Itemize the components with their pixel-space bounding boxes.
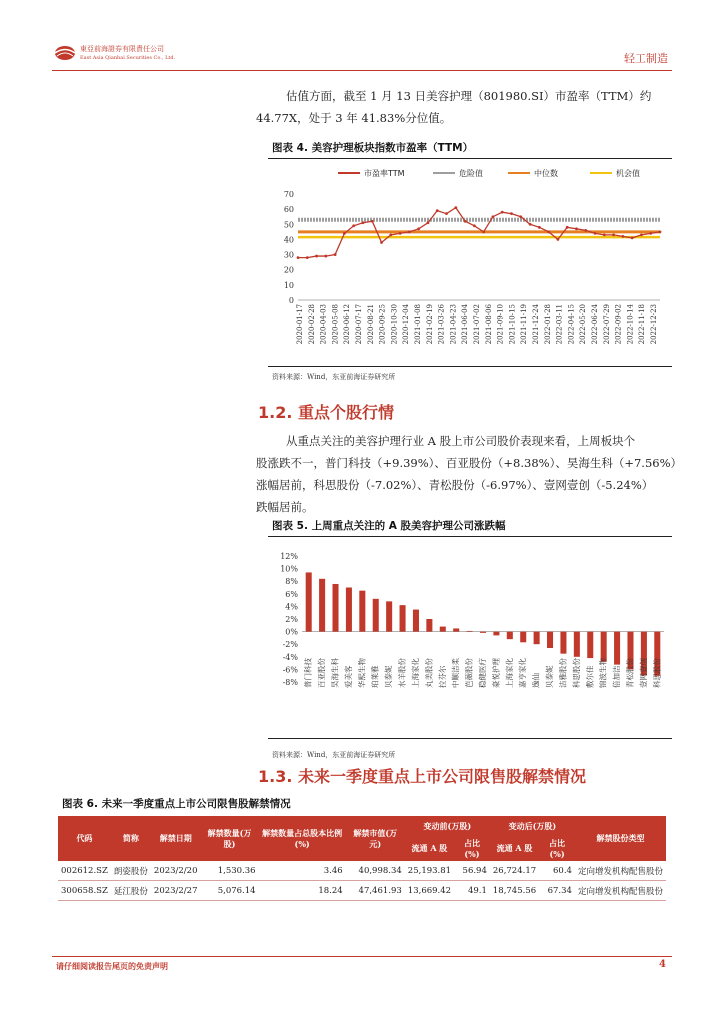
pe-ttm-point	[594, 232, 597, 235]
table-cell: 40,998.34	[346, 861, 405, 881]
section-1-3-title: 1.3. 未来一季度重点上市公司限售股解禁情况	[258, 767, 586, 786]
bar	[614, 632, 620, 665]
x-tick-label: 2022-03-11	[555, 304, 564, 345]
figure5-title: 图表 5. 上周重点关注的 A 股美容护理公司涨跌幅	[272, 520, 506, 532]
pe-ttm-point	[649, 232, 652, 235]
pe-ttm-point	[575, 227, 578, 230]
legend-label: 市盈率TTM	[364, 169, 405, 178]
category-label: 上海家化	[410, 658, 420, 688]
company-name-cn: 東亞前海證券有限責任公司	[80, 45, 164, 53]
y-tick-label: 6%	[285, 589, 298, 599]
y-tick-label: 2%	[285, 615, 298, 624]
pe-ttm-point	[566, 226, 569, 229]
x-tick-label: 2022-10-14	[626, 304, 635, 345]
bar	[480, 632, 486, 633]
sector-label: 轻工制造	[624, 52, 668, 65]
bar	[440, 627, 446, 632]
table-cell: 朗姿股份	[111, 861, 151, 881]
bar	[547, 632, 553, 648]
category-label: 科思股份	[652, 658, 662, 688]
bar	[467, 631, 473, 632]
pe-ttm-point	[380, 241, 383, 244]
bar	[333, 584, 339, 632]
pe-ttm-point	[352, 224, 355, 227]
intro-line-2: 44.77X，处于 3 年 41.83%分位值。	[256, 111, 452, 125]
page-footer	[52, 956, 672, 971]
stock-change-chart	[268, 540, 672, 735]
section-1-2-title: 1.2. 重点个股行情	[258, 403, 394, 422]
page-number: 4	[659, 959, 666, 970]
category-label: 贝泰妮	[545, 665, 555, 688]
category-label: 敷尔佳	[585, 665, 595, 688]
table-cell: 定向增发机构配售股份	[575, 881, 666, 901]
bar	[574, 632, 580, 657]
section-1-2-line-2: 股涨跌不一，普门科技（+9.39%）、百亚股份（+8.38%）、昊海生科（+7.56%）	[256, 456, 683, 470]
col-header: 占比(%)	[454, 836, 490, 861]
x-tick-label: 2021-11-19	[520, 304, 529, 345]
pe-ttm-point	[640, 233, 643, 236]
y-tick-label: 8%	[285, 577, 298, 587]
legend-label: 机会值	[616, 169, 640, 178]
pe-ttm-point	[631, 237, 634, 240]
table-cell: 25,193.81	[405, 861, 454, 881]
x-tick-label: 2022-12-23	[650, 304, 658, 345]
pe-ttm-point	[417, 227, 420, 230]
y-tick-label: 4%	[285, 602, 298, 612]
y-tick-label: 40	[283, 235, 294, 245]
category-label: 科思股份	[571, 658, 581, 688]
x-tick-label: 2022-07-29	[602, 304, 611, 345]
category-label: 百亚股份	[317, 658, 327, 688]
y-tick-label: 0%	[285, 627, 298, 637]
category-label: 锦波生物	[598, 658, 608, 688]
pe-ttm-point	[464, 220, 467, 223]
pe-ttm-point	[519, 215, 522, 218]
table-cell: 49.1	[454, 881, 490, 901]
table-row	[58, 861, 666, 881]
category-label: 昊海生科	[330, 658, 340, 688]
x-tick-label: 2022-09-02	[614, 304, 623, 345]
pe-ttm-point	[473, 224, 476, 227]
x-tick-label: 2021-08-06	[484, 304, 493, 345]
figure4-bottom-rule	[268, 366, 672, 367]
bar	[453, 628, 459, 631]
pe-ttm-point	[510, 212, 513, 215]
y-tick-label: 12%	[280, 552, 298, 561]
x-tick-label: 2020-04-03	[319, 304, 328, 345]
col-header: 解禁股份类型	[575, 816, 666, 861]
pe-ttm-point	[445, 212, 448, 215]
y-tick-label: 60	[283, 205, 294, 215]
category-label: 中顺洁柔	[451, 658, 461, 688]
bar	[534, 632, 540, 645]
disclaimer-note: 请仔细阅读报告尾页的免责声明	[56, 961, 168, 971]
figure4-title: 图表 4. 美容护理板块指数市盈率（TTM）	[272, 142, 474, 154]
y-tick-label: 20	[283, 265, 294, 275]
bar	[400, 605, 406, 631]
category-label: 普门科技	[303, 658, 313, 688]
x-tick-label: 2021-07-02	[473, 304, 481, 345]
category-label: 华熙生物	[357, 658, 367, 688]
bar	[413, 610, 419, 632]
x-tick-label: 2022-06-24	[591, 304, 599, 345]
y-tick-label: 0	[288, 296, 294, 305]
category-label: 稳健医疗	[478, 658, 487, 688]
table-cell: 18,745.56	[490, 881, 539, 901]
x-tick-label: 2020-01-17	[296, 304, 304, 345]
legend-label: 中位数	[534, 169, 558, 178]
category-label: 倍加洁	[612, 665, 622, 688]
x-tick-label: 2021-03-26	[437, 304, 446, 345]
pe-ttm-point	[306, 256, 309, 259]
pe-ttm-point	[492, 215, 495, 218]
category-label: 豪悦护理	[491, 658, 501, 688]
category-label: 嘉亨家化	[518, 658, 528, 688]
table-cell: 67.34	[539, 881, 575, 901]
x-tick-label: 2020-06-12	[343, 304, 352, 345]
bar	[319, 579, 325, 632]
table-cell: 18.24	[259, 881, 346, 901]
bar	[587, 632, 593, 658]
pe-ttm-point	[389, 233, 392, 236]
bar	[520, 632, 526, 643]
group-header-after: 变动后(万股)	[490, 816, 575, 836]
pe-ttm-point	[427, 221, 430, 224]
section-1-2-line-4: 跌幅居前。	[256, 500, 314, 514]
category-label: 珀莱雅	[370, 665, 380, 688]
section-1-2-line-1: 从重点关注的美容护理行业 A 股上市公司股价表现来看，上周板块个	[286, 434, 636, 448]
col-header: 流通 A 股	[405, 836, 454, 861]
col-header: 占比(%)	[539, 836, 575, 861]
pe-ttm-point	[436, 209, 439, 212]
y-tick-label: -8%	[282, 678, 298, 687]
x-tick-label: 2022-11-18	[638, 304, 647, 345]
pe-ttm-point	[612, 233, 615, 236]
category-label: 芭薇股份	[464, 658, 474, 688]
y-tick-label: 10%	[280, 564, 298, 574]
category-label: 逸仙	[531, 673, 541, 688]
bar	[426, 619, 432, 632]
pe-ttm-point	[482, 230, 485, 233]
pe-ttm-point	[297, 256, 300, 259]
pe-ttm-point	[659, 230, 662, 233]
pe-ttm-point	[454, 206, 457, 209]
table-cell: 60.4	[539, 861, 575, 881]
pe-ttm-point	[343, 232, 346, 235]
table-cell: 延江股份	[111, 881, 151, 901]
bar	[346, 588, 352, 632]
bar	[373, 599, 379, 632]
x-tick-label: 2021-06-04	[461, 304, 470, 345]
pe-ttm-point	[362, 221, 365, 224]
pe-ttm-point	[556, 238, 559, 241]
x-tick-label: 2020-09-25	[378, 304, 387, 345]
pe-ttm-point	[547, 230, 550, 233]
table-cell: 2023/2/20	[151, 861, 201, 881]
y-tick-label: -4%	[282, 652, 298, 662]
x-tick-label: 2021-02-19	[425, 304, 434, 345]
category-label: 贝泰妮	[384, 665, 394, 688]
y-tick-label: 10	[283, 280, 294, 290]
x-tick-label: 2022-05-20	[579, 304, 588, 345]
table-cell: 26,724.17	[490, 861, 539, 881]
bar	[507, 632, 513, 640]
col-header: 流通 A 股	[490, 836, 539, 861]
figure4-rule	[268, 158, 672, 159]
table-cell: 定向增发机构配售股份	[575, 861, 666, 881]
pe-ttm-point	[501, 211, 504, 214]
col-header: 解禁市值(万元)	[346, 816, 405, 861]
bar	[359, 591, 365, 632]
bar	[493, 632, 499, 636]
table-cell: 56.94	[454, 861, 490, 881]
x-tick-label: 2021-09-10	[496, 304, 505, 345]
x-tick-label: 2020-12-04	[402, 304, 411, 345]
table-cell: 5,076.14	[201, 881, 259, 901]
page-header	[52, 42, 672, 71]
pe-ttm-point	[603, 233, 606, 236]
y-tick-label: 30	[283, 250, 294, 260]
pe-ttm-point	[529, 223, 532, 226]
table-cell: 1,530.36	[201, 861, 259, 881]
x-tick-label: 2021-10-15	[508, 304, 517, 345]
legend-label: 危险值	[459, 169, 483, 178]
x-tick-label: 2020-10-30	[390, 304, 399, 345]
unlock-table	[58, 816, 666, 901]
table-row	[58, 881, 666, 901]
y-tick-label: -2%	[282, 640, 298, 650]
pe-ttm-point	[399, 232, 402, 235]
bar	[601, 632, 607, 662]
pe-ttm-chart	[268, 160, 672, 365]
table-cell: 2023/2/27	[151, 881, 201, 901]
pe-ttm-point	[315, 255, 318, 258]
category-label: 青松股份	[625, 658, 635, 688]
y-tick-label: -6%	[282, 665, 298, 675]
bar	[560, 632, 566, 654]
col-header: 解禁数量占总股本比例(%)	[259, 816, 346, 861]
x-tick-label: 2020-08-21	[366, 304, 375, 345]
company-name-en: East Asia Qianhai Securities Co., Ltd.	[80, 55, 176, 61]
x-tick-label: 2021-04-23	[449, 304, 458, 345]
figure5-bottom-rule	[268, 738, 672, 739]
pe-ttm-point	[334, 253, 337, 256]
x-tick-label: 2022-04-15	[567, 304, 576, 345]
table-cell: 13,669.42	[405, 881, 454, 901]
table-cell: 002612.SZ	[58, 861, 111, 881]
pe-ttm-point	[538, 226, 541, 229]
section-1-2-line-3: 涨幅居前，科思股份（-7.02%）、青松股份（-6.97%）、壹网壹创（-5.24%）	[256, 478, 654, 492]
category-label: 拉芬尔	[437, 665, 447, 688]
table-cell: 47,461.93	[346, 881, 405, 901]
table-cell: 3.46	[259, 861, 346, 881]
col-header: 解禁日期	[151, 816, 201, 861]
pe-ttm-point	[408, 230, 411, 233]
pe-ttm-point	[324, 255, 327, 258]
col-header: 简称	[111, 816, 151, 861]
figure5-rule	[268, 536, 672, 537]
intro-line-1: 估值方面，截至 1 月 13 日美容护理（801980.SI）市盈率（TTM）约	[286, 89, 652, 103]
company-logo-icon	[52, 42, 78, 64]
figure4-source: 资料来源：Wind，东亚前海证券研究所	[272, 373, 396, 381]
category-label: 洁雅股份	[558, 658, 568, 688]
figure6-title: 图表 6. 未来一季度重点上市公司限售股解禁情况	[62, 798, 291, 810]
table-cell: 300658.SZ	[58, 881, 111, 901]
category-label: 爱美客	[343, 665, 353, 688]
pe-ttm-point	[371, 220, 374, 223]
col-header: 代码	[58, 816, 111, 861]
bar	[306, 572, 312, 631]
group-header-before: 变动前(万股)	[405, 816, 490, 836]
bar	[386, 601, 392, 631]
figure5-source: 资料来源：Wind，东亚前海证券研究所	[272, 751, 396, 759]
x-tick-label: 2020-07-17	[355, 304, 363, 345]
x-tick-label: 2021-12-24	[532, 304, 540, 345]
x-tick-label: 2022-01-28	[543, 304, 552, 345]
x-tick-label: 2021-01-08	[414, 304, 422, 345]
category-label: 壹网壹创	[638, 658, 648, 688]
pe-ttm-point	[621, 235, 624, 238]
category-label: 丸美股份	[424, 658, 434, 688]
category-label: 上海家化	[504, 658, 514, 688]
y-tick-label: 50	[283, 220, 294, 230]
x-tick-label: 2020-05-08	[331, 304, 340, 345]
x-tick-label: 2020-02-28	[307, 304, 316, 345]
category-label: 水羊股份	[397, 658, 407, 688]
y-tick-label: 70	[283, 190, 294, 199]
col-header: 解禁数量(万股)	[201, 816, 259, 861]
pe-ttm-point	[584, 229, 587, 232]
